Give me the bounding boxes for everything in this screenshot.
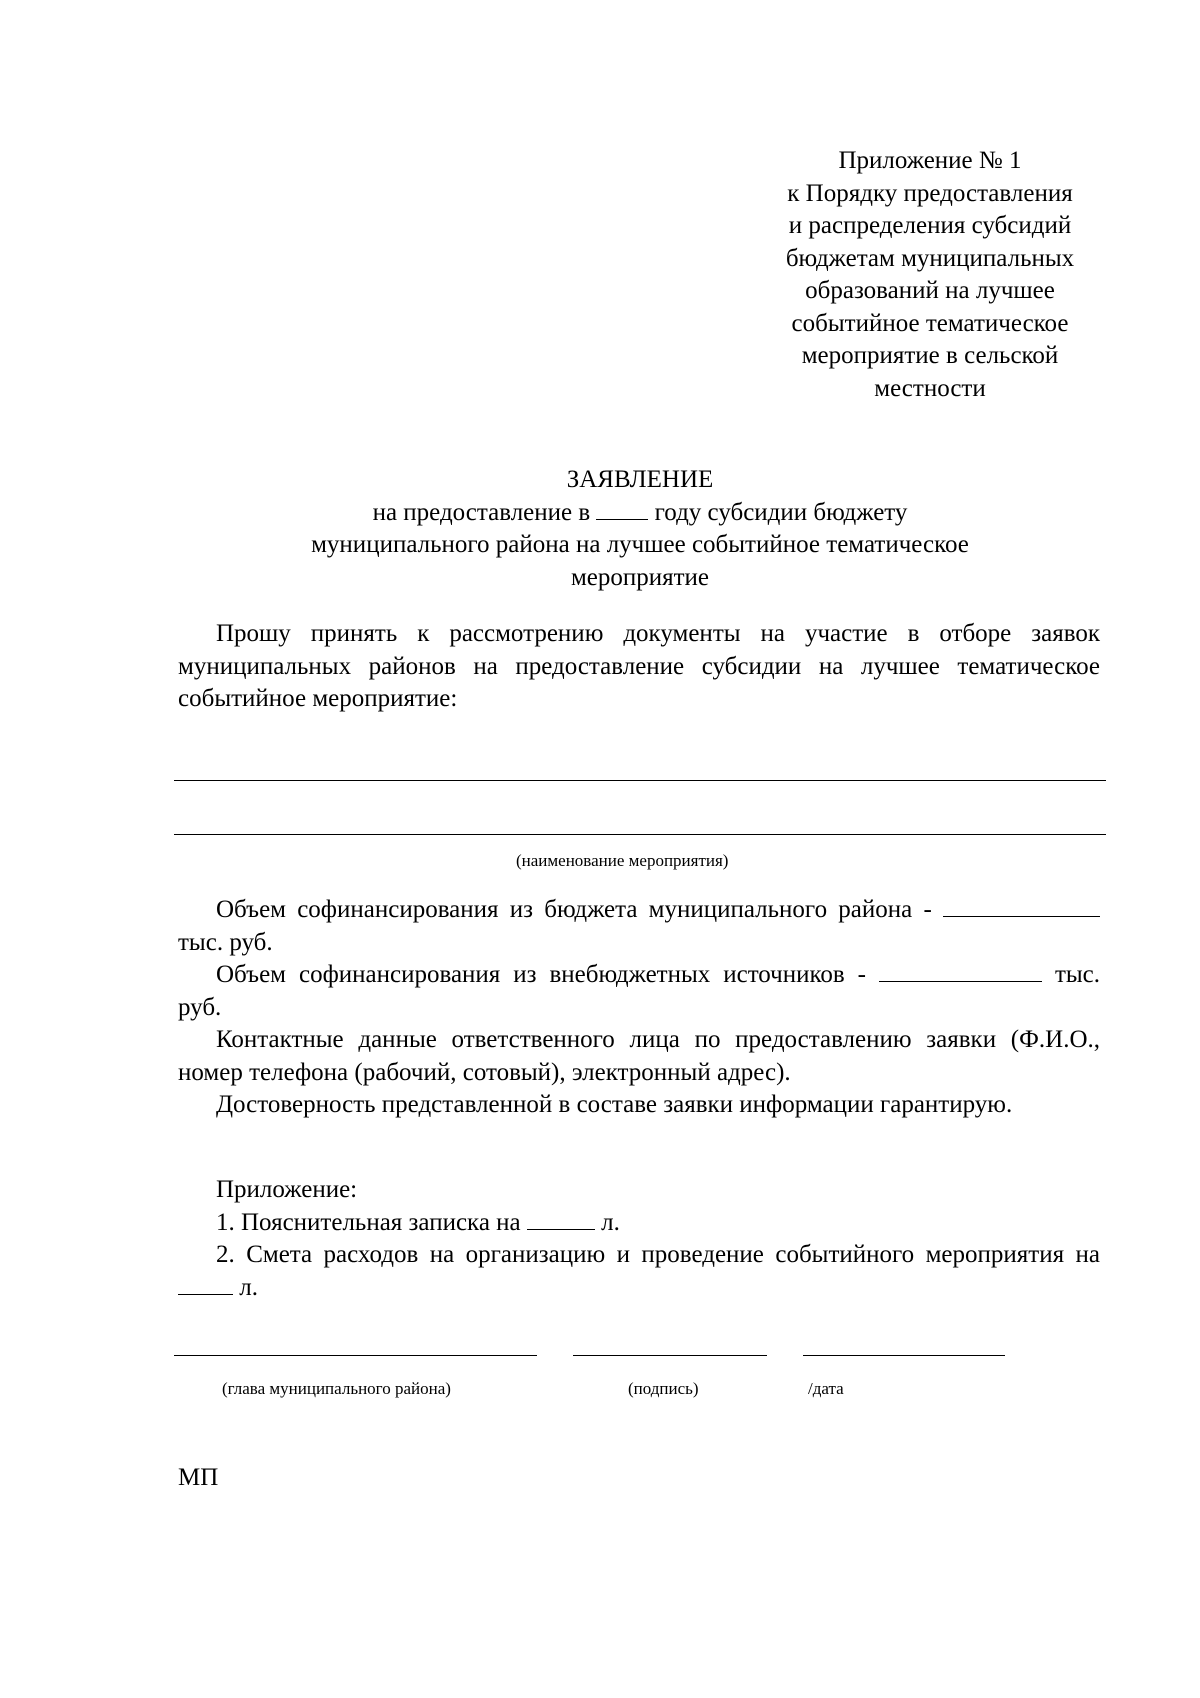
signature-caption: (подпись) bbox=[628, 1379, 699, 1398]
date-line[interactable] bbox=[803, 1355, 1005, 1356]
guarantee-paragraph: Достоверность представленной в составе заявки информации гарантирую. bbox=[216, 1091, 1013, 1118]
appendix-line: Приложение № 1 bbox=[838, 147, 1022, 174]
attachment-item-1 bbox=[216, 1207, 620, 1240]
event-name-caption: (наименование мероприятия) bbox=[516, 851, 729, 870]
appendix-line: бюджетам муниципальных bbox=[785, 244, 1075, 272]
appendix-line: образований на лучшее bbox=[805, 277, 1055, 304]
attachment-item-2 bbox=[178, 1239, 1100, 1304]
contacts-paragraph: Контактные данные ответственного лица по предоставлению заявки (Ф.И.О., номер телефона (рабочий, сотовый), электронный адрес). bbox=[178, 1026, 1100, 1086]
signature-line[interactable] bbox=[573, 1355, 767, 1356]
estimate-pages-blank[interactable] bbox=[178, 1272, 233, 1295]
head-name-line[interactable] bbox=[174, 1355, 537, 1356]
title-line-3: мероприятие bbox=[570, 563, 710, 591]
event-name-line-1[interactable] bbox=[174, 780, 1106, 781]
head-caption: (глава муниципального района) bbox=[222, 1379, 451, 1398]
appendix-line: мероприятие в сельской bbox=[801, 342, 1059, 369]
attachment-item-1-text: 1. Пояснительная записка на bbox=[216, 1209, 521, 1236]
title-line-1-after: году субсидии бюджету bbox=[654, 498, 908, 526]
appendix-line: и распределения субсидий bbox=[788, 212, 1072, 239]
extra-cofinancing-paragraph bbox=[178, 959, 1100, 1024]
date-caption: /дата bbox=[808, 1379, 844, 1398]
budget-cofinancing-paragraph bbox=[178, 894, 1100, 959]
extra-amount-blank[interactable] bbox=[879, 959, 1042, 982]
attachment-item-2-text: 2. Смета расходов на организацию и проведение событийного мероприятия на bbox=[216, 1241, 1100, 1268]
attachments-heading: Приложение: bbox=[216, 1176, 358, 1203]
attachment-item-1-unit: л. bbox=[601, 1209, 620, 1236]
appendix-header bbox=[755, 145, 1105, 405]
title-heading: ЗАЯВЛЕНИЕ bbox=[566, 466, 714, 493]
document-title bbox=[180, 464, 1100, 594]
extra-cofinancing-text: Объем софинансирования из внебюджетных источников - bbox=[216, 961, 866, 988]
title-line-1 bbox=[180, 497, 1100, 530]
request-paragraph: Прошу принять к рассмотрению документы на участие в отборе заявок муниципальных районов на предоставление субсидии на лучшее тематическое событийное мероприятие: bbox=[178, 620, 1100, 712]
appendix-line: местности bbox=[874, 374, 986, 402]
budget-cofinancing-unit: тыс. руб. bbox=[178, 928, 273, 956]
budget-cofinancing-text: Объем софинансирования из бюджета муниципального района - bbox=[216, 896, 932, 923]
title-line-1-before: на предоставление в bbox=[372, 498, 591, 526]
appendix-line: к Порядку предоставления bbox=[787, 179, 1073, 207]
budget-amount-blank[interactable] bbox=[943, 894, 1100, 917]
appendix-line: событийное тематическое bbox=[791, 309, 1069, 337]
extra-cofinancing-unit: тыс. руб. bbox=[178, 961, 1101, 1021]
event-name-line-2[interactable] bbox=[174, 834, 1106, 835]
title-line-2: муниципального района на лучшее событийное тематическое bbox=[311, 531, 969, 558]
stamp-place: МП bbox=[178, 1464, 219, 1491]
year-blank[interactable] bbox=[596, 497, 648, 520]
attachment-item-2-unit: л. bbox=[239, 1273, 258, 1301]
explanatory-pages-blank[interactable] bbox=[527, 1207, 595, 1230]
